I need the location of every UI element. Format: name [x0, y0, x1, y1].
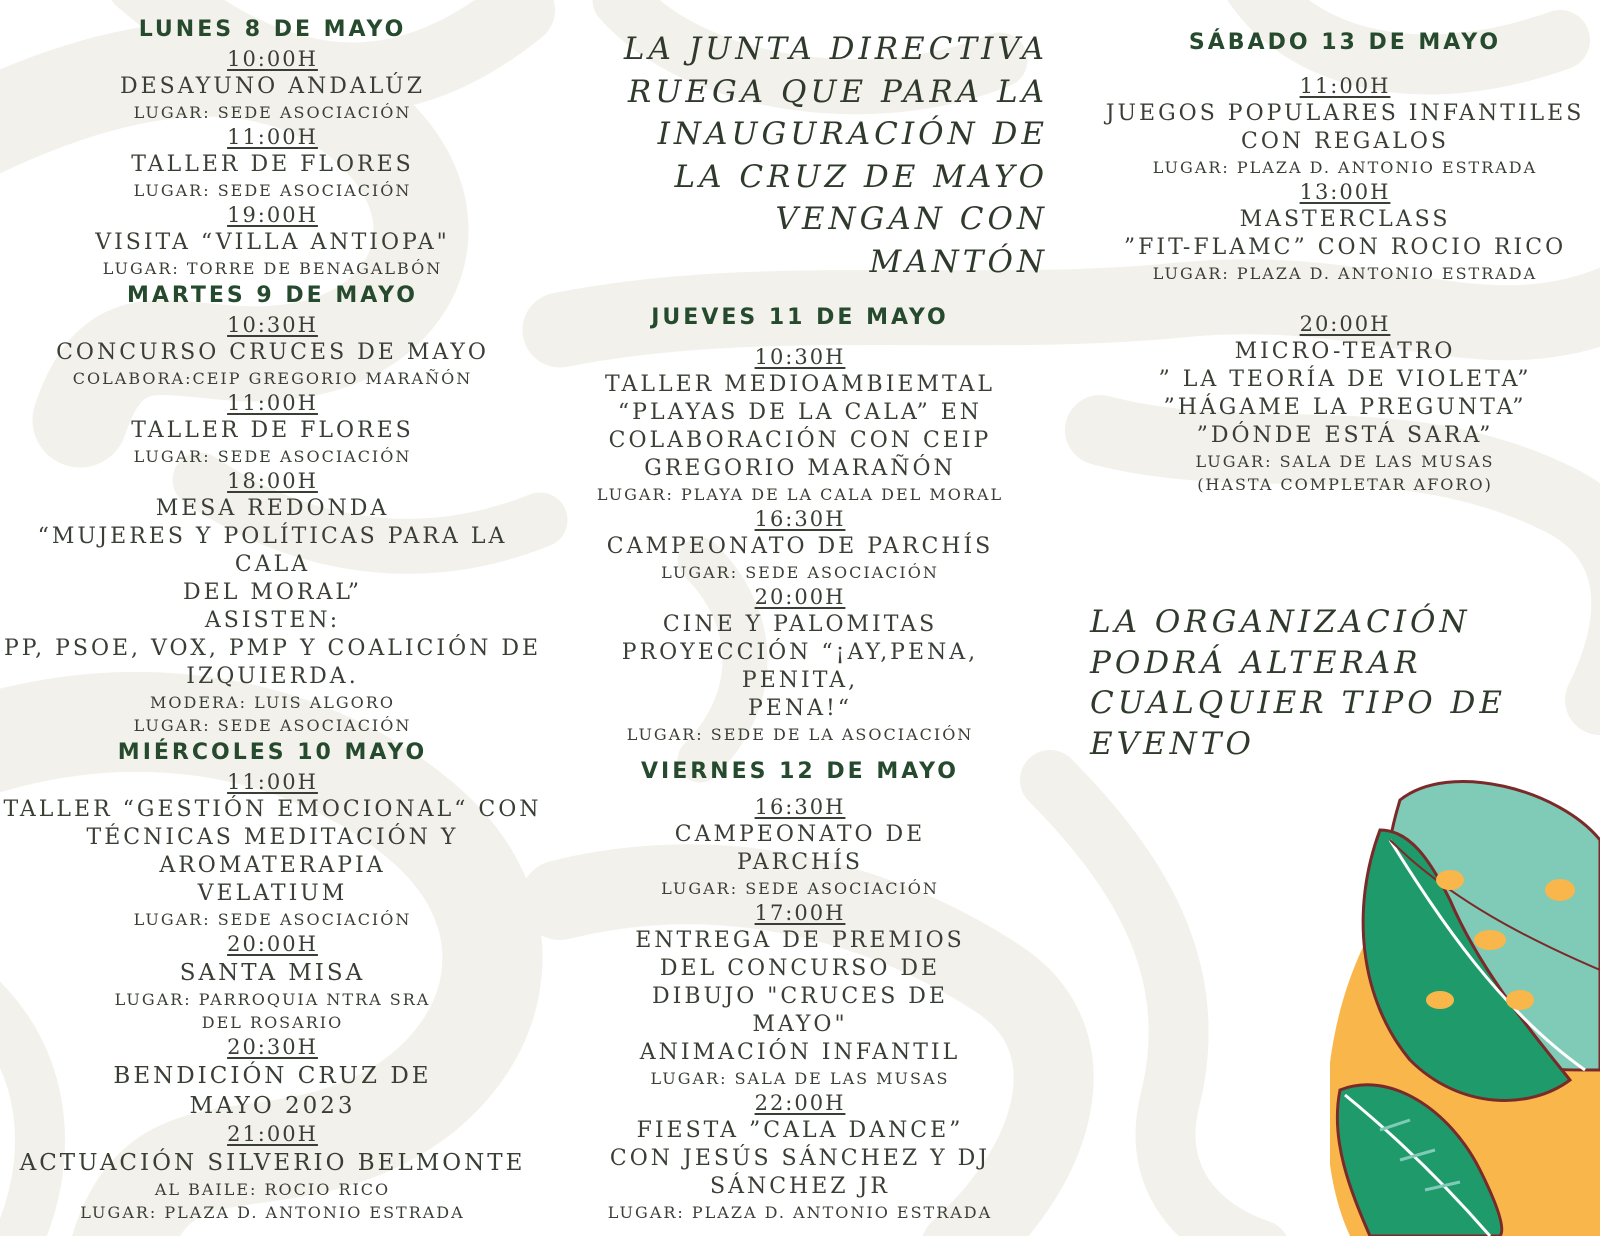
- event-place-line: (HASTA COMPLETAR AFORO): [1197, 475, 1493, 494]
- event-title-line: JUEGOS POPULARES INFANTILES: [1105, 101, 1585, 126]
- event-place-line: LUGAR: PARROQUIA NTRA SRA: [114, 990, 431, 1009]
- event-title-line: IZQUIERDA.: [186, 664, 359, 689]
- event-time: 13:00H: [1299, 180, 1391, 204]
- notice-line: RUEGA QUE PARA LA: [627, 73, 1048, 110]
- day-heading: VIERNES 12 DE MAYO: [640, 759, 959, 784]
- day-heading: JUEVES 11 DE MAYO: [651, 305, 949, 330]
- event-title-line: MAYO 2023: [189, 1093, 356, 1119]
- event-title-line: DIBUJO "CRUCES DE: [651, 984, 948, 1009]
- event-time: 11:00H: [227, 125, 318, 149]
- event-title-line: COLABORACIÓN CON CEIP: [608, 428, 992, 453]
- notice-manton: [580, 28, 1048, 283]
- event-title-line: ”FIT-FLAMC” CON ROCIO RICO: [1123, 235, 1567, 260]
- event-place: COLABORA:CEIP GREGORIO MARAÑÓN: [72, 369, 473, 388]
- event-title-line: PENA!“: [747, 696, 853, 721]
- event-place: LUGAR: SEDE ASOCIACIÓN: [661, 879, 939, 898]
- event-place-line: DEL ROSARIO: [201, 1013, 344, 1032]
- event-title: ACTUACIÓN SILVERIO BELMONTE: [19, 1150, 526, 1176]
- notice-line: INAUGURACIÓN DE: [657, 116, 1048, 152]
- event-title-line: MAYO": [752, 1012, 848, 1037]
- event-place: LUGAR: SEDE ASOCIACIÓN: [133, 181, 412, 200]
- event-title-line: DEL MORAL”: [183, 580, 362, 605]
- event-time: 20:30H: [227, 1035, 318, 1059]
- event-place: LUGAR: SEDE ASOCIACIÓN: [133, 103, 412, 122]
- notice-line: LA ORGANIZACIÓN: [1090, 604, 1471, 640]
- event-time: 11:00H: [227, 770, 318, 794]
- column-middle: [560, 302, 1040, 1224]
- event-place: LUGAR: SEDE ASOCIACIÓN: [133, 447, 412, 466]
- event-title: CONCURSO CRUCES DE MAYO: [56, 340, 489, 365]
- event-time: 22:00H: [754, 1091, 846, 1115]
- notice-line: LA CRUZ DE MAYO: [674, 158, 1048, 195]
- event-title: TALLER DE FLORES: [131, 152, 414, 177]
- notice-line: EVENTO: [1090, 725, 1255, 762]
- event-time: 17:00H: [754, 901, 846, 925]
- event-title-line: AROMATERAPIA: [159, 853, 386, 878]
- notice-line: LA JUNTA DIRECTIVA: [623, 31, 1048, 67]
- event-title-line: DEL CONCURSO DE: [659, 956, 941, 981]
- event-title-line: ANIMACIÓN INFANTIL: [639, 1040, 961, 1065]
- event-time: 20:00H: [227, 932, 318, 956]
- event-title: DESAYUNO ANDALÚZ: [119, 74, 425, 99]
- event-title-line: ”HÁGAME LA PREGUNTA”: [1163, 395, 1527, 420]
- day-heading: MARTES 9 DE MAYO: [127, 283, 418, 308]
- event-place: LUGAR: PLAZA D. ANTONIO ESTRADA: [80, 1203, 465, 1222]
- notice-line: CUALQUIER TIPO DE: [1090, 685, 1507, 721]
- event-title-line: PARCHÍS: [736, 850, 863, 875]
- event-title-line: TALLER MEDIOAMBIEMTAL: [605, 372, 995, 397]
- event-time: 16:30H: [754, 795, 846, 819]
- event-title-line: CAMPEONATO DE: [674, 822, 926, 847]
- event-title-line: FIESTA ”CALA DANCE”: [636, 1118, 964, 1143]
- event-title-line: ASISTEN:: [204, 608, 341, 633]
- day-heading: MIÉRCOLES 10 MAYO: [117, 740, 428, 765]
- event-title-line: PROYECCIÓN “¡AY,PENA, PENITA,: [621, 640, 979, 693]
- event-place-line: LUGAR: SALA DE LAS MUSAS: [1195, 452, 1495, 471]
- notice-line: MANTÓN: [869, 243, 1048, 280]
- event-time: 10:00H: [227, 47, 318, 71]
- event-time: 19:00H: [227, 203, 318, 227]
- event-title-line: “MUJERES Y POLÍTICAS PARA LA CALA: [37, 524, 508, 577]
- event-title-line: SÁNCHEZ JR: [710, 1174, 890, 1199]
- event-time: 11:00H: [1299, 74, 1391, 98]
- event-place: LUGAR: PLAZA D. ANTONIO ESTRADA: [1152, 158, 1538, 177]
- event-title-line: “PLAYAS DE LA CALA” EN: [617, 400, 983, 425]
- event-time: 16:30H: [754, 507, 846, 531]
- column-left: [0, 14, 545, 1224]
- event-time: 20:00H: [754, 585, 846, 609]
- event-title-line: TÉCNICAS MEDITACIÓN Y: [86, 825, 459, 850]
- event-title-line: VELATIUM: [197, 881, 348, 906]
- column-right: [1090, 27, 1600, 496]
- event-place: LUGAR: SEDE DE LA ASOCIACIÓN: [626, 725, 974, 744]
- event-title: VISITA “VILLA ANTIOPA": [95, 230, 450, 255]
- monstera-leaf-icon: [1330, 770, 1600, 1236]
- event-title-line: ” LA TEORÍA DE VIOLETA”: [1158, 367, 1532, 392]
- event-title-line: CON JESÚS SÁNCHEZ Y DJ: [609, 1146, 991, 1171]
- notice-line: VENGAN CON: [775, 201, 1048, 237]
- event-title-line: PP, PSOE, VOX, PMP Y COALICIÓN DE: [3, 636, 542, 661]
- event-place: LUGAR: SALA DE LAS MUSAS: [650, 1069, 950, 1088]
- event-place: LUGAR: SEDE ASOCIACIÓN: [133, 910, 412, 929]
- day-heading: LUNES 8 DE MAYO: [138, 17, 407, 42]
- event-title-line: CINE Y PALOMITAS: [662, 612, 938, 637]
- event-time: 11:00H: [227, 391, 318, 415]
- event-time: 21:00H: [227, 1122, 318, 1146]
- event-place: LUGAR: PLAYA DE LA CALA DEL MORAL: [596, 485, 1004, 504]
- event-title-line: MASTERCLASS: [1239, 207, 1451, 232]
- event-time: 20:00H: [1299, 312, 1391, 336]
- day-heading: SÁBADO 13 DE MAYO: [1188, 30, 1502, 55]
- event-title: TALLER DE FLORES: [131, 418, 414, 443]
- event-title: SANTA MISA: [179, 960, 366, 986]
- event-dance: AL BAILE: ROCIO RICO: [154, 1180, 391, 1199]
- event-title-line: MESA REDONDA: [155, 496, 390, 521]
- event-moderator: MODERA: LUIS ALGORO: [150, 693, 395, 712]
- event-time: 18:00H: [227, 469, 318, 493]
- event-title-line: MICRO-TEATRO: [1234, 339, 1456, 364]
- event-place: LUGAR: TORRE DE BENAGALBÓN: [102, 259, 443, 278]
- event-title-line: GREGORIO MARAÑÓN: [644, 456, 956, 481]
- event-place: LUGAR: SEDE ASOCIACIÓN: [133, 716, 412, 735]
- event-title-line: BENDICIÓN CRUZ DE: [113, 1063, 432, 1089]
- event-title-line: ”DÓNDE ESTÁ SARA”: [1196, 423, 1494, 448]
- event-title-line: TALLER “GESTIÓN EMOCIONAL“ CON: [3, 797, 542, 822]
- event-place: LUGAR: PLAZA D. ANTONIO ESTRADA: [1152, 264, 1538, 283]
- notice-organization: [1090, 602, 1590, 764]
- event-time: 10:30H: [754, 345, 846, 369]
- event-time: 10:30H: [227, 313, 318, 337]
- event-title-line: ENTREGA DE PREMIOS: [635, 928, 965, 953]
- event-title: CAMPEONATO DE PARCHÍS: [606, 534, 994, 559]
- event-place: LUGAR: SEDE ASOCIACIÓN: [661, 563, 939, 582]
- event-title-line: CON REGALOS: [1241, 129, 1449, 154]
- notice-line: PODRÁ ALTERAR: [1090, 644, 1422, 681]
- event-place: LUGAR: PLAZA D. ANTONIO ESTRADA: [607, 1203, 993, 1222]
